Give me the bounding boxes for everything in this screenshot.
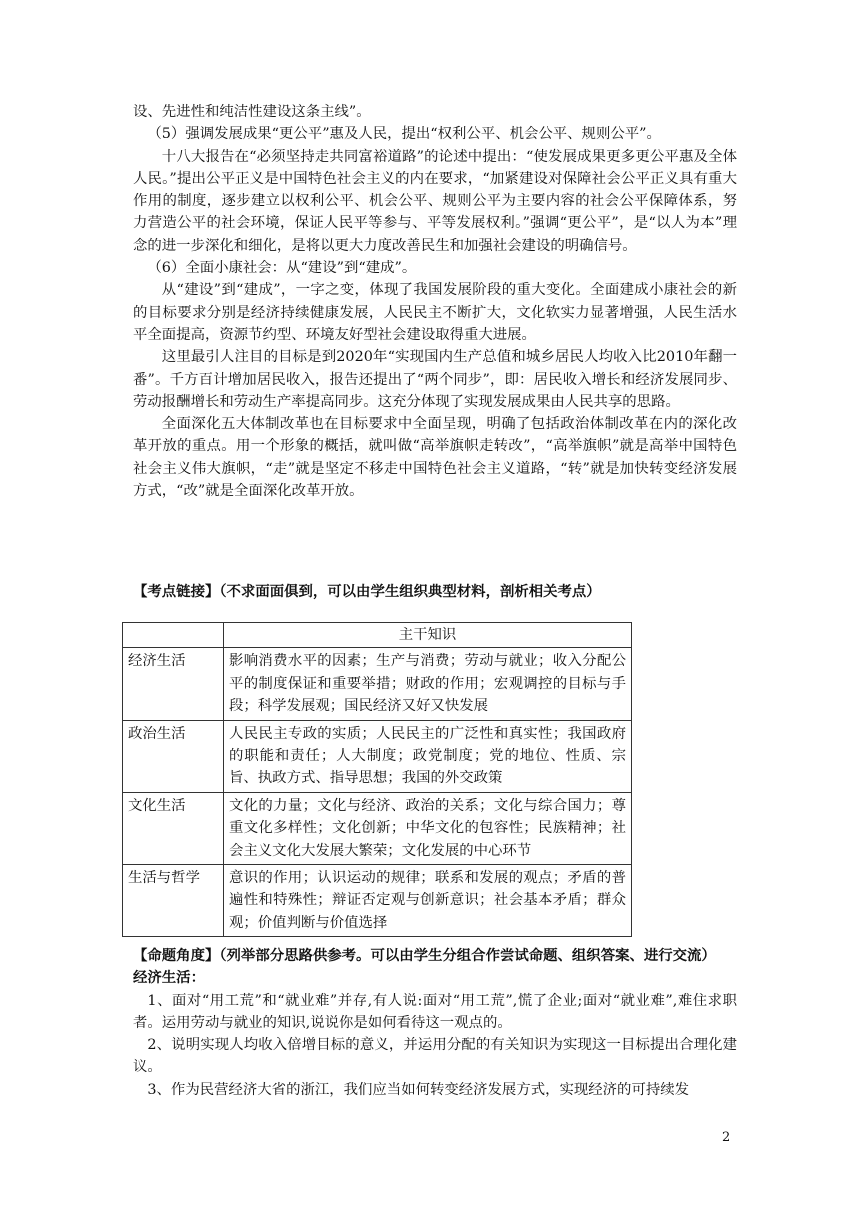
paragraph-fairness: 十八大报告在“必须坚持走共同富裕道路”的论述中提出：“使发展成果更多更公平惠及全体人民。”提出公平正义是中国特色社会主义的内在要求，“加紧建设对保障社会公平正义具有重大作用的制度，逐步建立以权利公平、机会公平、规则公平为主要内容的社会公平保障体系，努力营造公平的社会环境，保证人民平等参与、平等发展权利。”强调“更公平”，是“以人为本”理念的进一步深化和细化，是将以更大力度改善民生和加强社会建设的明确信号。 [133, 148, 737, 254]
paragraph-income-goal: 这里最引人注目的目标是到2020年“实现国内生产总值和城乡居民人均收入比2010年翻一番”。千方百计增加居民收入，报告还提出了“两个同步”，即：居民收入增长和经济发展同步、劳动报酬增长和劳动生产率提高同步。这充分体现了实现发展成果由人民共享的思路。 [133, 349, 737, 410]
mingti-section [133, 945, 737, 1101]
mingti-heading: 【命题角度】（列举部分思路供参考。可以由学生分组合作尝试命题、组织答案、进行交流） [133, 947, 716, 964]
table-row [123, 648, 632, 720]
table-category: 经济生活 [123, 648, 224, 720]
page-number: 2 [722, 1130, 731, 1145]
table-category: 文化生活 [123, 792, 224, 864]
table-row [123, 792, 632, 864]
table-header-row [123, 623, 632, 648]
jingji-heading: 经济生活： [133, 969, 205, 987]
table-content: 意识的作用；认识运动的规律；联系和发展的观点；矛盾的普遍性和特殊性；辩证否定观与创新意识；社会基本矛盾；群众观；价值判断与价值选择 [224, 865, 632, 937]
body-text-block [133, 101, 737, 502]
table-content: 影响消费水平的因素；生产与消费；劳动与就业；收入分配公平的制度保证和重要举措；财政的作用；宏观调控的目标与手段；科学发展观；国民经济又好又快发展 [224, 648, 632, 720]
point-5-heading: （5）强调发展成果“更公平”惠及人民，提出“权利公平、机会公平、规则公平”。 [147, 126, 661, 143]
question-item: 2、说明实现人均收入倍增目标的意义，并运用分配的有关知识为实现这一目标提出合理化建议。 [133, 1037, 737, 1076]
paragraph-reform: 全面深化五大体制改革也在目标要求中全面呈现，明确了包括政治体制改革在内的深化改革开放的重点。用一个形象的概括，就叫做“高举旗帜走转改”，“高举旗帜”就是高举中国特色社会主义伟大旗帜，“走”就是坚定不移走中国特色社会主义道路，“转”就是加快转变经济发展方式，“改”就是全面深化改革开放。 [133, 416, 737, 500]
table-row [123, 865, 632, 937]
table-header-blank [123, 623, 224, 648]
paragraph-xiaokang: 从“建设”到“建成”，一字之变，体现了我国发展阶段的重大变化。全面建成小康社会的新的目标要求分别是经济持续健康发展，人民民主不断扩大，文化软实力显著增强，人民生活水平全面提高，资源节约型、环境友好型社会建设取得重大进展。 [133, 282, 737, 343]
point-6-heading: （6）全面小康社会：从“建设”到“建成”。 [147, 260, 417, 277]
table-row [123, 720, 632, 792]
table-content: 文化的力量；文化与经济、政治的关系；文化与综合国力；尊重文化多样性；文化创新；中华文化的包容性；民族精神；社会主义文化大发展大繁荣；文化发展的中心环节 [224, 792, 632, 864]
table-content: 人民民主专政的实质；人民民主的广泛性和真实性；我国政府的职能和责任；人大制度；政党制度；党的地位、性质、宗旨、执政方式、指导思想；我国的外交政策 [224, 720, 632, 792]
question-item: 1、面对“用工荒”和“就业难”并存,有人说:面对“用工荒”,慌了企业;面对“就业难”,难住求职者。运用劳动与就业的知识,说说你是如何看待这一观点的。 [133, 992, 737, 1031]
table-category: 生活与哲学 [123, 865, 224, 937]
knowledge-table [122, 622, 632, 937]
table-header-main: 主干知识 [224, 623, 632, 648]
paragraph-continuation: 设、先进性和纯洁性建设这条主线”。 [133, 104, 371, 120]
kaodian-heading: 【考点链接】（不求面面俱到，可以由学生组织典型材料，剖析相关考点） [133, 583, 601, 600]
table-category: 政治生活 [123, 720, 224, 792]
question-item: 3、作为民营经济大省的浙江，我们应当如何转变经济发展方式，实现经济的可持续发 [147, 1081, 690, 1098]
